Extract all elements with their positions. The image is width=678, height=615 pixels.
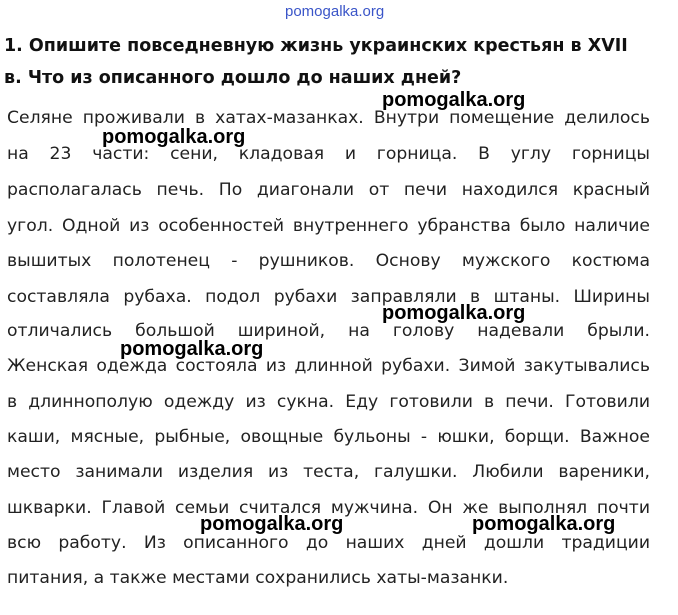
question-heading-line-2: в. Что из описанного дошло до наших дней? [4,68,462,88]
watermark: pomogalka.org [102,126,246,148]
answer-line: всю работу. Из описанного до наших дней дошли традиции [7,533,650,553]
watermark: pomogalka.org [120,338,264,360]
answer-line: Селяне проживали в хатах-мазанках. Внутри помещение делилось [7,108,650,128]
answer-line: питания, а также местами сохранились хаты-мазанки. [7,568,509,588]
answer-line: место занимали изделия из теста, галушки. Любили вареники, [7,462,650,482]
answer-line: Женская одежда состояла из длинной рубахи. Зимой закутывались [7,356,650,376]
answer-line: в длиннополую одежду из сукна. Еду готовили в печи. Готовили [7,392,650,412]
question-heading-line-1: 1. Опишите повседневную жизнь украинских крестьян в XVII [4,36,628,56]
answer-line: шкварки. Главой семьи считался мужчина. Он же выполнял почти [7,498,650,518]
answer-line: угол. Одной из особенностей внутреннего убранства было наличие [7,216,650,236]
watermark: pomogalka.org [382,302,526,324]
answer-line: располагалась печь. По диагонали от печи находился красный [7,180,650,200]
answer-line: составляла рубаха. подол рубахи заправляли в штаны. Ширины [7,287,650,307]
watermark: pomogalka.org [472,513,616,535]
answer-line: отличались большой шириной, на голову надевали брыли. [7,321,650,341]
watermark-top: pomogalka.org [285,3,385,20]
answer-line: вышитых полотенец - рушников. Основу мужского костюма [7,251,650,271]
watermark: pomogalka.org [382,89,526,111]
answer-line: на 23 части: сени, кладовая и горница. В углу горницы [7,144,650,164]
answer-line: каши, мясные, рыбные, овощные бульоны - юшки, борщи. Важное [7,427,650,447]
watermark: pomogalka.org [200,513,344,535]
